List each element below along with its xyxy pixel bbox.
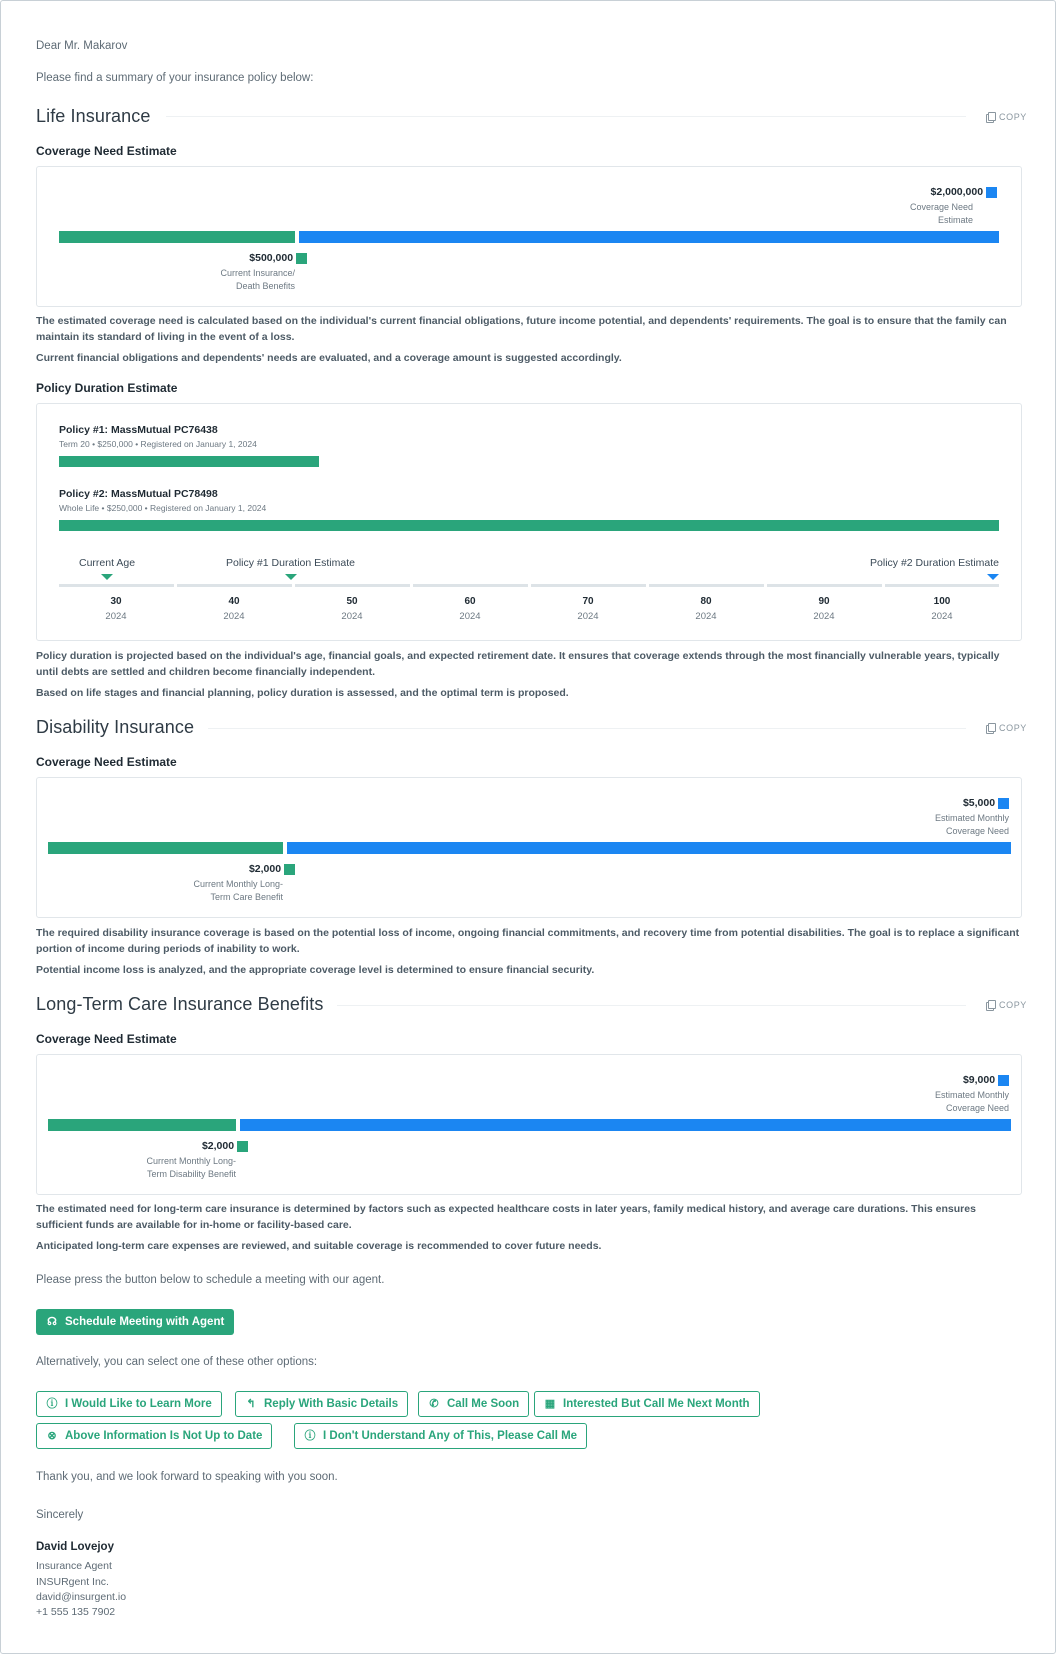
current-value-disability: $2,000 (248, 863, 282, 875)
policy-1-duration-bar (59, 456, 319, 467)
need-value-ltc: $9,000 (962, 1074, 996, 1086)
coverage-title-life: Coverage Need Estimate (36, 144, 177, 158)
need-swatch (998, 798, 1009, 809)
copy-icon (986, 112, 995, 122)
marker-policy-2 (987, 574, 999, 580)
need-bar-disability (287, 842, 1011, 854)
coverage-card-disability (36, 777, 1022, 918)
policy-1-sub: Term 20 • $250,000 • Registered on January 1, 2024 (59, 439, 257, 449)
copy-button-life[interactable] (986, 112, 1027, 122)
option-learn-more-button[interactable] (36, 1391, 222, 1417)
timeline-segment (885, 584, 999, 587)
current-value-ltc: $2,000 (201, 1140, 235, 1152)
duration-desc-2: Based on life stages and financial planning, policy duration is assessed, and the optimal term is proposed. (36, 687, 569, 699)
thanks-text: Thank you, and we look forward to speaking with you soon. (36, 1471, 338, 1483)
policy-2-duration-bar (59, 520, 999, 531)
policy-2-title: Policy #2: MassMutual PC78498 (59, 488, 218, 500)
timeline-segment (767, 584, 882, 587)
tick-age: 60 (464, 596, 476, 607)
tick-age: 90 (818, 596, 830, 607)
option-not-up-to-date-button[interactable] (36, 1423, 272, 1449)
current-value-life: $500,000 (249, 252, 294, 264)
need-value-life: $2,000,000 (930, 186, 984, 198)
copy-button-disability[interactable] (986, 723, 1027, 733)
current-bar-ltc (48, 1119, 236, 1131)
option-dont-understand-button[interactable] (294, 1423, 587, 1449)
tick-age: 80 (700, 596, 712, 607)
coverage-title-ltc: Coverage Need Estimate (36, 1032, 177, 1046)
need-value-disability: $5,000 (962, 797, 996, 809)
current-bar-life (59, 231, 295, 243)
need-swatch (998, 1075, 1009, 1086)
copy-label: COPY (999, 723, 1027, 733)
policy-1-title: Policy #1: MassMutual PC76438 (59, 424, 218, 436)
coverage-desc-disability: The required disability insurance coverage is based on the potential loss of income, ongoing financial commitments, and recovery time from potential disabilities. The goal is to replace a significant portion of income during periods of inability to work. (36, 927, 1020, 955)
marker-current-age (101, 574, 113, 580)
need-label-life: Coverage Need Estimate (909, 202, 973, 225)
signature-phone[interactable]: +1 555 135 7902 (36, 1606, 116, 1618)
tick-year: 2024 (223, 611, 245, 622)
intro-text: Please find a summary of your insurance policy below: (36, 72, 314, 84)
current-legend-life (95, 252, 295, 293)
info-icon: ⓘ (46, 1397, 58, 1410)
option-label: I Would Like to Learn More (65, 1398, 212, 1410)
coverage-desc-disability-2: Potential income loss is analyzed, and the appropriate coverage level is determined to ensure financial security. (36, 964, 595, 976)
current-legend-ltc (37, 1140, 236, 1181)
tick-year: 2024 (459, 611, 481, 622)
option-label: Above Information Is Not Up to Date (65, 1430, 263, 1442)
marker-policy-1-label: Policy #1 Duration Estimate (226, 557, 355, 569)
copy-icon (986, 1000, 995, 1010)
coverage-card-ltc (36, 1054, 1022, 1195)
need-label-ltc: Estimated Monthly Coverage Need (934, 1090, 1009, 1113)
current-swatch (296, 253, 307, 264)
need-legend-life (797, 186, 997, 227)
reply-icon: ↰ (246, 1397, 256, 1410)
coverage-desc-ltc: The estimated need for long-term care insurance is determined by factors such as expected healthcare costs in later years, family medical history, and average care durations. This ensures sufficient funds are available for in-home or facility-based care. (36, 1203, 976, 1231)
current-label-life: Current Insurance/ Death Benefits (220, 268, 295, 291)
current-legend-disability (71, 863, 283, 904)
need-bar-ltc (240, 1119, 1011, 1131)
need-swatch (986, 187, 997, 198)
current-swatch (284, 864, 295, 875)
copy-button-ltc[interactable] (986, 1000, 1027, 1010)
calendar-icon: ▦ (544, 1397, 556, 1410)
schedule-meeting-button[interactable] (36, 1309, 234, 1335)
coverage-card-life (36, 166, 1022, 307)
duration-card (36, 403, 1022, 641)
timeline-segment (177, 584, 292, 587)
option-label: Call Me Soon (447, 1398, 520, 1410)
tick-age: 50 (346, 596, 358, 607)
timeline-segment (413, 584, 528, 587)
section-title-disability: Disability Insurance (36, 717, 208, 738)
greeting: Dear Mr. Makarov (36, 40, 128, 52)
alt-prompt: Alternatively, you can select one of these other options: (36, 1356, 318, 1368)
timeline-segment (295, 584, 410, 587)
marker-policy-1 (285, 574, 297, 580)
signature-role: Insurance Agent (36, 1560, 112, 1572)
tick-year: 2024 (813, 611, 835, 622)
tick-year: 2024 (931, 611, 953, 622)
timeline-segment (531, 584, 646, 587)
tick-age: 100 (933, 596, 951, 607)
signature-company: INSURgent Inc. (36, 1576, 109, 1588)
copy-label: COPY (999, 112, 1027, 122)
signature-email[interactable]: david@insurgent.io (36, 1591, 127, 1603)
tick-age: 40 (228, 596, 240, 607)
tick-year: 2024 (105, 611, 127, 622)
marker-policy-2-label: Policy #2 Duration Estimate (870, 557, 999, 569)
tick-year: 2024 (695, 611, 717, 622)
tick-year: 2024 (577, 611, 599, 622)
signature-name: David Lovejoy (36, 1541, 114, 1553)
need-legend-ltc (809, 1074, 1009, 1115)
tick-age: 30 (110, 596, 122, 607)
copy-icon (986, 723, 995, 733)
sincerely-text: Sincerely (36, 1509, 84, 1521)
section-divider (196, 728, 966, 729)
option-label: Reply With Basic Details (264, 1398, 399, 1410)
tick-year: 2024 (341, 611, 363, 622)
current-label-ltc: Current Monthly Long- Term Disability Benefit (146, 1156, 236, 1179)
coverage-title-disability: Coverage Need Estimate (36, 755, 177, 769)
current-label-disability: Current Monthly Long- Term Care Benefit (193, 879, 283, 902)
schedule-button-label: Schedule Meeting with Agent (65, 1316, 225, 1328)
headset-icon: ☊ (47, 1315, 57, 1328)
info-icon: ⓘ (304, 1429, 316, 1442)
need-label-disability: Estimated Monthly Coverage Need (934, 813, 1009, 836)
timeline-segment (649, 584, 764, 587)
current-bar-disability (48, 842, 283, 854)
section-title-life: Life Insurance (36, 106, 164, 127)
section-divider (166, 116, 966, 117)
coverage-desc-life: The estimated coverage need is calculated based on the individual's current financial obligations, future income potential, and dependents' requirements. The goal is to ensure that the family can maintain its standard of living in the event of a loss. (36, 315, 1007, 343)
timeline-segment (59, 584, 174, 587)
schedule-prompt: Please press the button below to schedule a meeting with our agent. (36, 1274, 385, 1286)
policy-2-sub: Whole Life • $250,000 • Registered on January 1, 2024 (59, 503, 267, 513)
coverage-desc-ltc-2: Anticipated long-term care expenses are reviewed, and suitable coverage is recommended to cover future needs. (36, 1240, 602, 1252)
tick-age: 70 (582, 596, 594, 607)
option-call-next-month-button[interactable] (534, 1391, 760, 1417)
option-call-soon-button[interactable] (418, 1391, 529, 1417)
x-circle-icon: ⊗ (47, 1429, 57, 1442)
section-title-ltc: Long-Term Care Insurance Benefits (36, 994, 337, 1015)
section-divider (326, 1005, 966, 1006)
duration-desc: Policy duration is projected based on the individual's age, financial goals, and expected retirement date. It ensures that coverage extends through the most financially vulnerable years, typically until debts are settled and children become financially independent. (36, 650, 1000, 678)
option-reply-details-button[interactable] (235, 1391, 408, 1417)
copy-label: COPY (999, 1000, 1027, 1010)
marker-current-age-label: Current Age (79, 557, 136, 569)
phone-icon: ✆ (429, 1397, 439, 1410)
need-legend-disability (809, 797, 1009, 838)
option-label: Interested But Call Me Next Month (563, 1398, 750, 1410)
current-swatch (237, 1141, 248, 1152)
duration-title: Policy Duration Estimate (36, 381, 178, 395)
need-bar-life (299, 231, 999, 243)
option-label: I Don't Understand Any of This, Please Call Me (323, 1430, 578, 1442)
coverage-desc-life-2: Current financial obligations and dependents' needs are evaluated, and a coverage amount is suggested accordingly. (36, 352, 622, 364)
